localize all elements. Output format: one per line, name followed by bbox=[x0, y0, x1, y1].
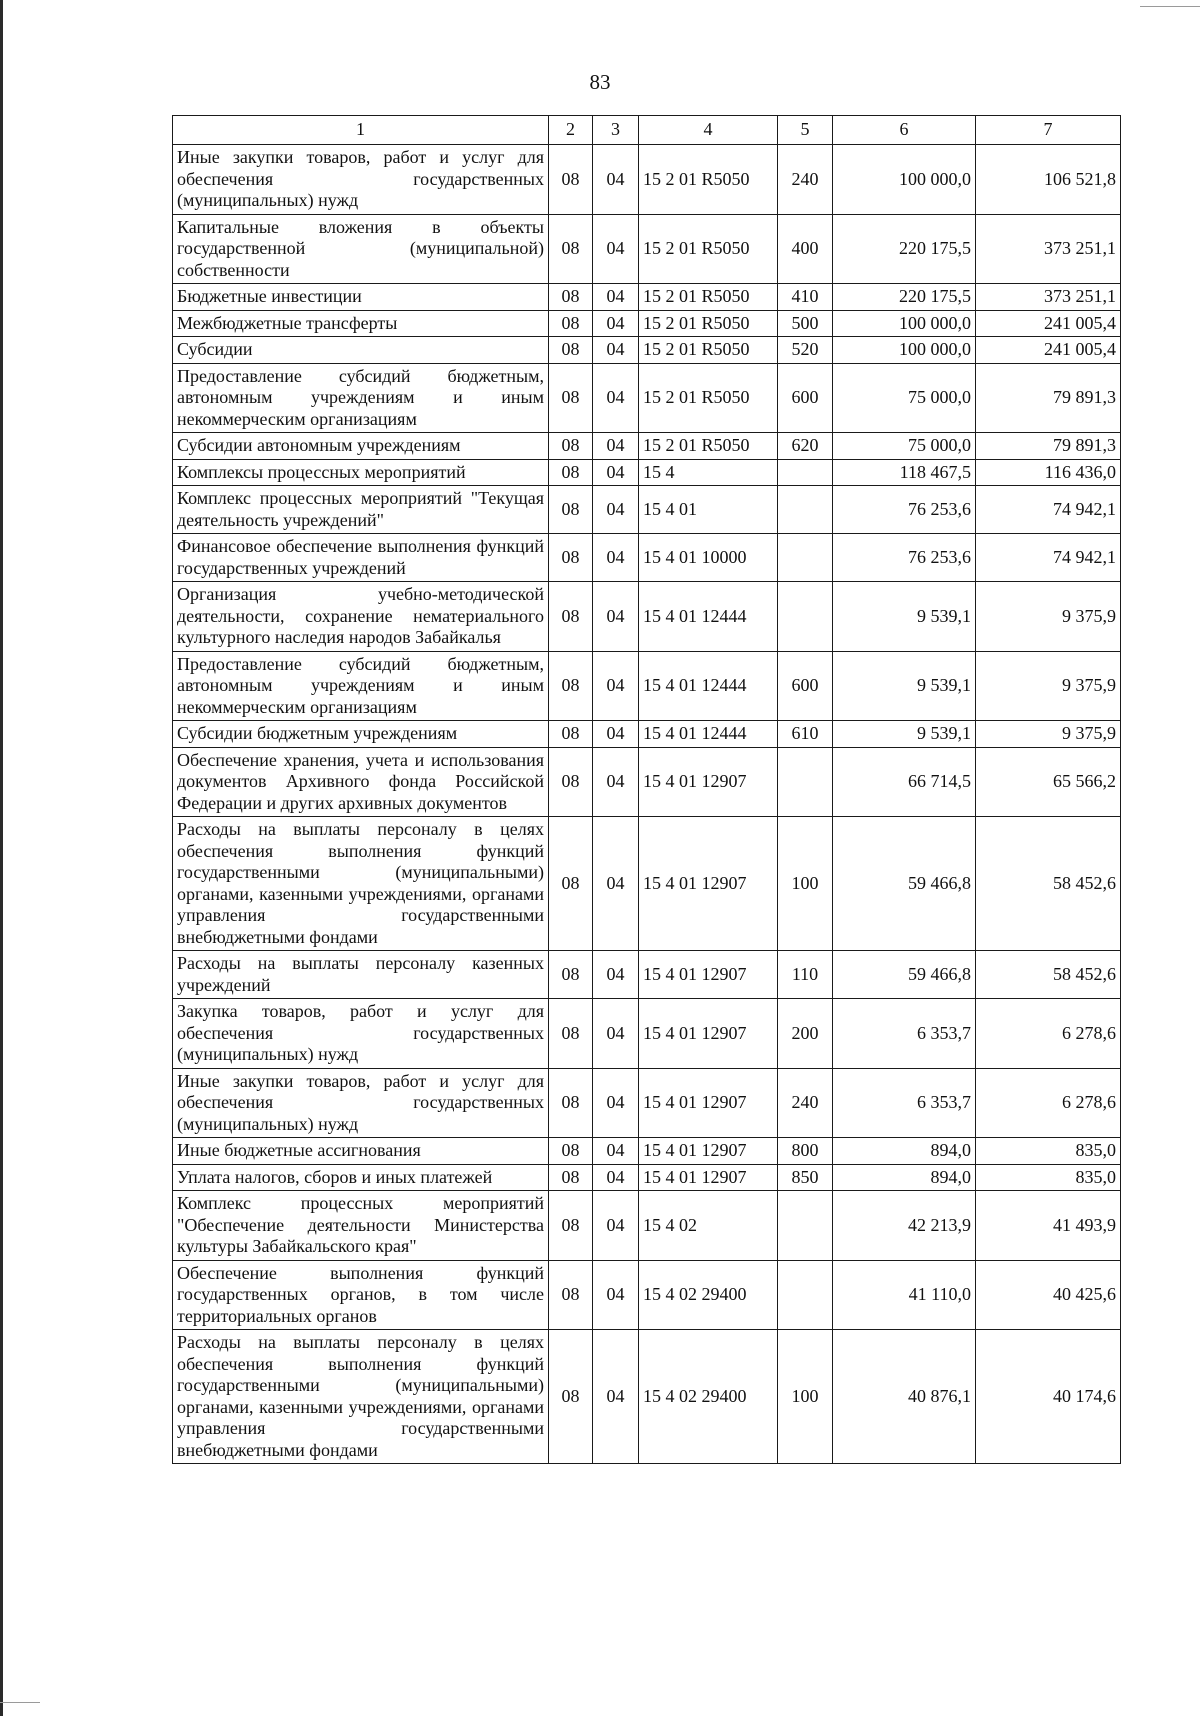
subsection-code-cell: 04 bbox=[593, 1138, 639, 1165]
expense-name-cell: Расходы на выплаты персоналу в целях обеспечения выполнения функций государственными (муниципальными) органами, казенными учреждениями, органами управления государственными внебюджетными фондами bbox=[173, 817, 549, 951]
subsection-code-cell: 04 bbox=[593, 534, 639, 582]
column-header: 4 bbox=[639, 116, 778, 145]
target-article-cell: 15 2 01 R5050 bbox=[639, 145, 778, 215]
expense-name-cell: Предоставление субсидий бюджетным, автономным учреждениям и иным некоммерческим организациям bbox=[173, 363, 549, 433]
table-row bbox=[173, 1138, 1121, 1165]
budget-table bbox=[172, 115, 1121, 1464]
subsection-code-cell: 04 bbox=[593, 145, 639, 215]
expense-name-cell: Иные бюджетные ассигнования bbox=[173, 1138, 549, 1165]
amount-col7-cell: 79 891,3 bbox=[976, 363, 1121, 433]
target-article-cell: 15 4 01 12444 bbox=[639, 651, 778, 721]
section-code-cell: 08 bbox=[549, 1260, 593, 1330]
expense-name-cell: Межбюджетные трансферты bbox=[173, 310, 549, 337]
table-row bbox=[173, 582, 1121, 652]
section-code-cell: 08 bbox=[549, 747, 593, 817]
expense-type-cell: 520 bbox=[778, 337, 833, 364]
table-row bbox=[173, 1068, 1121, 1138]
table-row bbox=[173, 433, 1121, 460]
amount-col6-cell: 59 466,8 bbox=[833, 817, 976, 951]
amount-col6-cell: 41 110,0 bbox=[833, 1260, 976, 1330]
amount-col7-cell: 373 251,1 bbox=[976, 284, 1121, 311]
section-code-cell: 08 bbox=[549, 433, 593, 460]
amount-col7-cell: 74 942,1 bbox=[976, 486, 1121, 534]
subsection-code-cell: 04 bbox=[593, 747, 639, 817]
target-article-cell: 15 4 02 bbox=[639, 1191, 778, 1261]
section-code-cell: 08 bbox=[549, 284, 593, 311]
expense-name-cell: Расходы на выплаты персоналу в целях обеспечения выполнения функций государственными (муниципальными) органами, казенными учреждениями, органами управления государственными внебюджетными фондами bbox=[173, 1330, 549, 1464]
amount-col7-cell: 835,0 bbox=[976, 1164, 1121, 1191]
column-header: 7 bbox=[976, 116, 1121, 145]
expense-type-cell: 400 bbox=[778, 214, 833, 284]
section-code-cell: 08 bbox=[549, 1138, 593, 1165]
amount-col6-cell: 66 714,5 bbox=[833, 747, 976, 817]
table-row bbox=[173, 363, 1121, 433]
section-code-cell: 08 bbox=[549, 459, 593, 486]
table-row bbox=[173, 534, 1121, 582]
section-code-cell: 08 bbox=[549, 214, 593, 284]
target-article-cell: 15 2 01 R5050 bbox=[639, 284, 778, 311]
amount-col6-cell: 6 353,7 bbox=[833, 1068, 976, 1138]
table-header-row bbox=[173, 116, 1121, 145]
section-code-cell: 08 bbox=[549, 582, 593, 652]
expense-type-cell: 100 bbox=[778, 1330, 833, 1464]
section-code-cell: 08 bbox=[549, 999, 593, 1069]
amount-col6-cell: 9 539,1 bbox=[833, 721, 976, 748]
expense-type-cell: 850 bbox=[778, 1164, 833, 1191]
amount-col6-cell: 100 000,0 bbox=[833, 337, 976, 364]
table-row bbox=[173, 145, 1121, 215]
amount-col6-cell: 220 175,5 bbox=[833, 214, 976, 284]
expense-type-cell: 100 bbox=[778, 817, 833, 951]
subsection-code-cell: 04 bbox=[593, 651, 639, 721]
table-body bbox=[173, 145, 1121, 1464]
amount-col7-cell: 116 436,0 bbox=[976, 459, 1121, 486]
expense-name-cell: Комплекс процессных мероприятий "Текущая деятельность учреждений" bbox=[173, 486, 549, 534]
section-code-cell: 08 bbox=[549, 534, 593, 582]
expense-type-cell: 600 bbox=[778, 363, 833, 433]
table-row bbox=[173, 1191, 1121, 1261]
target-article-cell: 15 4 01 12444 bbox=[639, 721, 778, 748]
column-header: 3 bbox=[593, 116, 639, 145]
section-code-cell: 08 bbox=[549, 486, 593, 534]
amount-col6-cell: 100 000,0 bbox=[833, 310, 976, 337]
target-article-cell: 15 4 01 12444 bbox=[639, 582, 778, 652]
amount-col7-cell: 9 375,9 bbox=[976, 651, 1121, 721]
amount-col7-cell: 40 425,6 bbox=[976, 1260, 1121, 1330]
table-row bbox=[173, 214, 1121, 284]
table-row bbox=[173, 459, 1121, 486]
target-article-cell: 15 4 01 12907 bbox=[639, 1068, 778, 1138]
expense-type-cell bbox=[778, 459, 833, 486]
subsection-code-cell: 04 bbox=[593, 721, 639, 748]
expense-type-cell bbox=[778, 486, 833, 534]
expense-type-cell: 240 bbox=[778, 145, 833, 215]
scan-edge-bottom-left bbox=[0, 1702, 40, 1703]
amount-col6-cell: 76 253,6 bbox=[833, 486, 976, 534]
amount-col7-cell: 58 452,6 bbox=[976, 817, 1121, 951]
amount-col6-cell: 76 253,6 bbox=[833, 534, 976, 582]
table-row bbox=[173, 721, 1121, 748]
amount-col7-cell: 835,0 bbox=[976, 1138, 1121, 1165]
amount-col6-cell: 100 000,0 bbox=[833, 145, 976, 215]
expense-name-cell: Закупка товаров, работ и услуг для обеспечения государственных (муниципальных) нужд bbox=[173, 999, 549, 1069]
expense-type-cell bbox=[778, 534, 833, 582]
column-header: 5 bbox=[778, 116, 833, 145]
amount-col6-cell: 75 000,0 bbox=[833, 363, 976, 433]
column-header: 6 bbox=[833, 116, 976, 145]
expense-type-cell: 410 bbox=[778, 284, 833, 311]
target-article-cell: 15 2 01 R5050 bbox=[639, 214, 778, 284]
amount-col6-cell: 40 876,1 bbox=[833, 1330, 976, 1464]
section-code-cell: 08 bbox=[549, 1191, 593, 1261]
target-article-cell: 15 4 01 12907 bbox=[639, 1138, 778, 1165]
section-code-cell: 08 bbox=[549, 951, 593, 999]
subsection-code-cell: 04 bbox=[593, 817, 639, 951]
expense-type-cell bbox=[778, 1260, 833, 1330]
expense-type-cell: 110 bbox=[778, 951, 833, 999]
table-row bbox=[173, 486, 1121, 534]
expense-type-cell bbox=[778, 1191, 833, 1261]
scan-edge-top-right bbox=[1140, 6, 1200, 7]
column-header: 1 bbox=[173, 116, 549, 145]
page-number: 83 bbox=[589, 70, 611, 94]
subsection-code-cell: 04 bbox=[593, 459, 639, 486]
amount-col6-cell: 9 539,1 bbox=[833, 582, 976, 652]
amount-col7-cell: 373 251,1 bbox=[976, 214, 1121, 284]
section-code-cell: 08 bbox=[549, 721, 593, 748]
table-row bbox=[173, 1164, 1121, 1191]
target-article-cell: 15 4 02 29400 bbox=[639, 1330, 778, 1464]
subsection-code-cell: 04 bbox=[593, 214, 639, 284]
amount-col7-cell: 9 375,9 bbox=[976, 721, 1121, 748]
expense-name-cell: Предоставление субсидий бюджетным, автономным учреждениям и иным некоммерческим организациям bbox=[173, 651, 549, 721]
expense-name-cell: Бюджетные инвестиции bbox=[173, 284, 549, 311]
expense-type-cell: 800 bbox=[778, 1138, 833, 1165]
target-article-cell: 15 4 01 12907 bbox=[639, 747, 778, 817]
expense-name-cell: Иные закупки товаров, работ и услуг для обеспечения государственных (муниципальных) нужд bbox=[173, 145, 549, 215]
expense-name-cell: Организация учебно-методической деятельности, сохранение нематериального культурного наследия народов Забайкалья bbox=[173, 582, 549, 652]
subsection-code-cell: 04 bbox=[593, 1068, 639, 1138]
amount-col6-cell: 42 213,9 bbox=[833, 1191, 976, 1261]
amount-col7-cell: 6 278,6 bbox=[976, 1068, 1121, 1138]
amount-col7-cell: 9 375,9 bbox=[976, 582, 1121, 652]
subsection-code-cell: 04 bbox=[593, 337, 639, 364]
subsection-code-cell: 04 bbox=[593, 1191, 639, 1261]
target-article-cell: 15 2 01 R5050 bbox=[639, 337, 778, 364]
target-article-cell: 15 4 01 10000 bbox=[639, 534, 778, 582]
amount-col7-cell: 58 452,6 bbox=[976, 951, 1121, 999]
subsection-code-cell: 04 bbox=[593, 486, 639, 534]
scan-edge-left bbox=[0, 0, 3, 1716]
expense-name-cell: Комплекс процессных мероприятий "Обеспечение деятельности Министерства культуры Забайкальского края" bbox=[173, 1191, 549, 1261]
target-article-cell: 15 4 01 12907 bbox=[639, 999, 778, 1069]
expense-type-cell bbox=[778, 747, 833, 817]
column-header: 2 bbox=[549, 116, 593, 145]
amount-col6-cell: 894,0 bbox=[833, 1164, 976, 1191]
expense-name-cell: Обеспечение выполнения функций государственных органов, в том числе территориальных органов bbox=[173, 1260, 549, 1330]
subsection-code-cell: 04 bbox=[593, 1164, 639, 1191]
amount-col7-cell: 41 493,9 bbox=[976, 1191, 1121, 1261]
section-code-cell: 08 bbox=[549, 817, 593, 951]
section-code-cell: 08 bbox=[549, 363, 593, 433]
amount-col7-cell: 241 005,4 bbox=[976, 337, 1121, 364]
subsection-code-cell: 04 bbox=[593, 999, 639, 1069]
table-row bbox=[173, 1260, 1121, 1330]
subsection-code-cell: 04 bbox=[593, 284, 639, 311]
expense-name-cell: Иные закупки товаров, работ и услуг для обеспечения государственных (муниципальных) нужд bbox=[173, 1068, 549, 1138]
expense-name-cell: Субсидии бюджетным учреждениям bbox=[173, 721, 549, 748]
subsection-code-cell: 04 bbox=[593, 310, 639, 337]
amount-col7-cell: 79 891,3 bbox=[976, 433, 1121, 460]
section-code-cell: 08 bbox=[549, 1068, 593, 1138]
table-row bbox=[173, 1330, 1121, 1464]
amount-col7-cell: 241 005,4 bbox=[976, 310, 1121, 337]
expense-type-cell: 200 bbox=[778, 999, 833, 1069]
subsection-code-cell: 04 bbox=[593, 1330, 639, 1464]
expense-name-cell: Капитальные вложения в объекты государственной (муниципальной) собственности bbox=[173, 214, 549, 284]
section-code-cell: 08 bbox=[549, 1164, 593, 1191]
expense-name-cell: Субсидии bbox=[173, 337, 549, 364]
amount-col7-cell: 65 566,2 bbox=[976, 747, 1121, 817]
expense-type-cell: 610 bbox=[778, 721, 833, 748]
expense-type-cell: 240 bbox=[778, 1068, 833, 1138]
expense-name-cell: Обеспечение хранения, учета и использования документов Архивного фонда Российской Федерации и других архивных документов bbox=[173, 747, 549, 817]
table-row bbox=[173, 310, 1121, 337]
amount-col6-cell: 9 539,1 bbox=[833, 651, 976, 721]
table-row bbox=[173, 284, 1121, 311]
table-row bbox=[173, 337, 1121, 364]
amount-col6-cell: 75 000,0 bbox=[833, 433, 976, 460]
amount-col6-cell: 220 175,5 bbox=[833, 284, 976, 311]
amount-col7-cell: 40 174,6 bbox=[976, 1330, 1121, 1464]
target-article-cell: 15 2 01 R5050 bbox=[639, 363, 778, 433]
table-row bbox=[173, 951, 1121, 999]
target-article-cell: 15 4 01 bbox=[639, 486, 778, 534]
section-code-cell: 08 bbox=[549, 1330, 593, 1464]
target-article-cell: 15 4 01 12907 bbox=[639, 1164, 778, 1191]
amount-col7-cell: 106 521,8 bbox=[976, 145, 1121, 215]
expense-type-cell: 620 bbox=[778, 433, 833, 460]
expense-name-cell: Уплата налогов, сборов и иных платежей bbox=[173, 1164, 549, 1191]
expense-name-cell: Расходы на выплаты персоналу казенных учреждений bbox=[173, 951, 549, 999]
table-row bbox=[173, 817, 1121, 951]
target-article-cell: 15 4 bbox=[639, 459, 778, 486]
expense-type-cell bbox=[778, 582, 833, 652]
subsection-code-cell: 04 bbox=[593, 1260, 639, 1330]
target-article-cell: 15 2 01 R5050 bbox=[639, 310, 778, 337]
expense-name-cell: Комплексы процессных мероприятий bbox=[173, 459, 549, 486]
target-article-cell: 15 2 01 R5050 bbox=[639, 433, 778, 460]
subsection-code-cell: 04 bbox=[593, 951, 639, 999]
expense-name-cell: Финансовое обеспечение выполнения функций государственных учреждений bbox=[173, 534, 549, 582]
expense-type-cell: 600 bbox=[778, 651, 833, 721]
section-code-cell: 08 bbox=[549, 310, 593, 337]
expense-name-cell: Субсидии автономным учреждениям bbox=[173, 433, 549, 460]
amount-col7-cell: 74 942,1 bbox=[976, 534, 1121, 582]
table-row bbox=[173, 651, 1121, 721]
amount-col6-cell: 894,0 bbox=[833, 1138, 976, 1165]
section-code-cell: 08 bbox=[549, 337, 593, 364]
subsection-code-cell: 04 bbox=[593, 582, 639, 652]
subsection-code-cell: 04 bbox=[593, 433, 639, 460]
amount-col7-cell: 6 278,6 bbox=[976, 999, 1121, 1069]
amount-col6-cell: 6 353,7 bbox=[833, 999, 976, 1069]
amount-col6-cell: 59 466,8 bbox=[833, 951, 976, 999]
section-code-cell: 08 bbox=[549, 651, 593, 721]
expense-type-cell: 500 bbox=[778, 310, 833, 337]
subsection-code-cell: 04 bbox=[593, 363, 639, 433]
target-article-cell: 15 4 01 12907 bbox=[639, 951, 778, 999]
section-code-cell: 08 bbox=[549, 145, 593, 215]
table-row bbox=[173, 747, 1121, 817]
target-article-cell: 15 4 01 12907 bbox=[639, 817, 778, 951]
amount-col6-cell: 118 467,5 bbox=[833, 459, 976, 486]
table-row bbox=[173, 999, 1121, 1069]
target-article-cell: 15 4 02 29400 bbox=[639, 1260, 778, 1330]
